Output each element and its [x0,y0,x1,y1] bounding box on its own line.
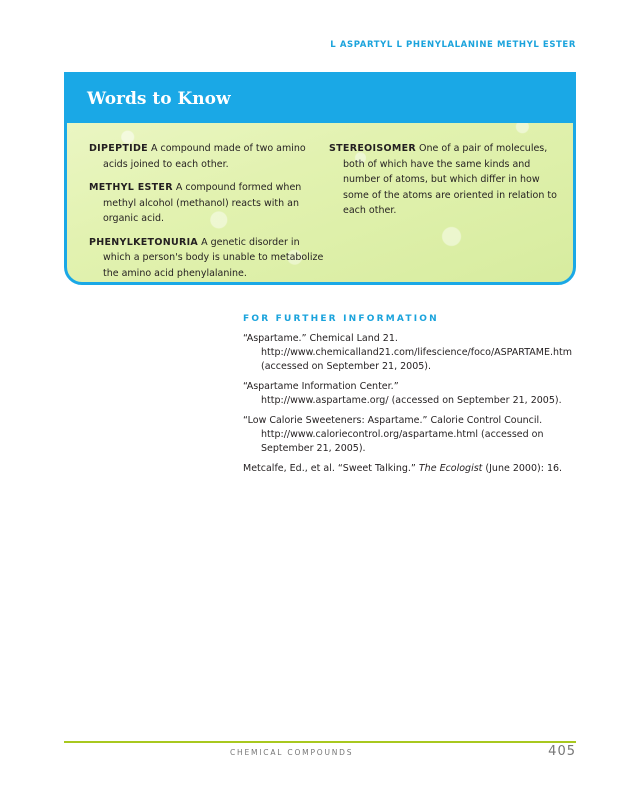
glossary-definition: A genetic disorder in which a person's body is unable to metabolize the amino acid phenylalanine. [103,236,324,279]
glossary-entry-methyl-ester [89,180,327,227]
further-information-heading: FOR FURTHER INFORMATION [243,314,439,324]
further-information-section [243,312,576,482]
words-to-know-columns [67,123,573,285]
words-to-know-header [67,75,573,123]
reference-publication: The Ecologist [418,463,483,474]
reference-title: “Aspartame.” Chemical Land 21. [243,333,398,344]
reference-title: “Aspartame Information Center.” [243,381,399,392]
glossary-term: PHENYLKETONURIA [89,236,199,248]
glossary-definition: A compound made of two amino acids joined to each other. [103,143,306,170]
glossary-definition: One of a pair of molecules, both of which have the same kinds and number of atoms, but which differ in how some of the atoms are oriented in relation to each other. [343,143,557,216]
reference-text: (June 2000): 16. [482,463,563,474]
reference-text: Metcalfe, Ed., et al. “Sweet Talking.” [243,463,419,474]
reference-accessed: (accessed on September 21, 2005). [261,429,544,454]
reference-item [243,332,576,374]
glossary-right-column [329,141,557,285]
glossary-term: METHYL ESTER [89,182,173,193]
reference-accessed: (accessed on September 21, 2005). [391,395,562,406]
words-to-know-title: Words to Know [87,89,231,109]
reference-item [243,380,576,408]
glossary-term: DIPEPTIDE [89,143,148,154]
reference-url[interactable]: http://www.chemicalland21.com/lifescience/foco/ASPARTAME.htm [261,347,572,358]
reference-item [243,414,576,456]
glossary-left-column [89,141,327,285]
words-to-know-box [64,72,576,285]
reference-url[interactable]: http://www.caloriecontrol.org/aspartame.html [261,429,479,440]
glossary-definition: A compound formed when methyl alcohol (methanol) reacts with an organic acid. [103,182,302,224]
reference-title: “Low Calorie Sweeteners: Aspartame.” Calorie Control Council. [243,415,543,426]
footer-rule [64,741,576,743]
glossary-term: STEREOISOMER [329,143,417,154]
reference-accessed: (accessed on September 21, 2005). [261,361,432,372]
footer-label: CHEMICAL COMPOUNDS [230,748,354,757]
glossary-entry-stereoisomer [329,141,557,219]
glossary-entry-dipeptide [89,141,327,172]
glossary-entry-phenylketonuria [89,235,327,282]
reference-url[interactable]: http://www.aspartame.org/ [261,395,389,406]
running-head: L ASPARTYL L PHENYLALANINE METHYL ESTER [330,40,576,50]
page-number: 405 [548,744,576,759]
reference-item [243,462,576,476]
